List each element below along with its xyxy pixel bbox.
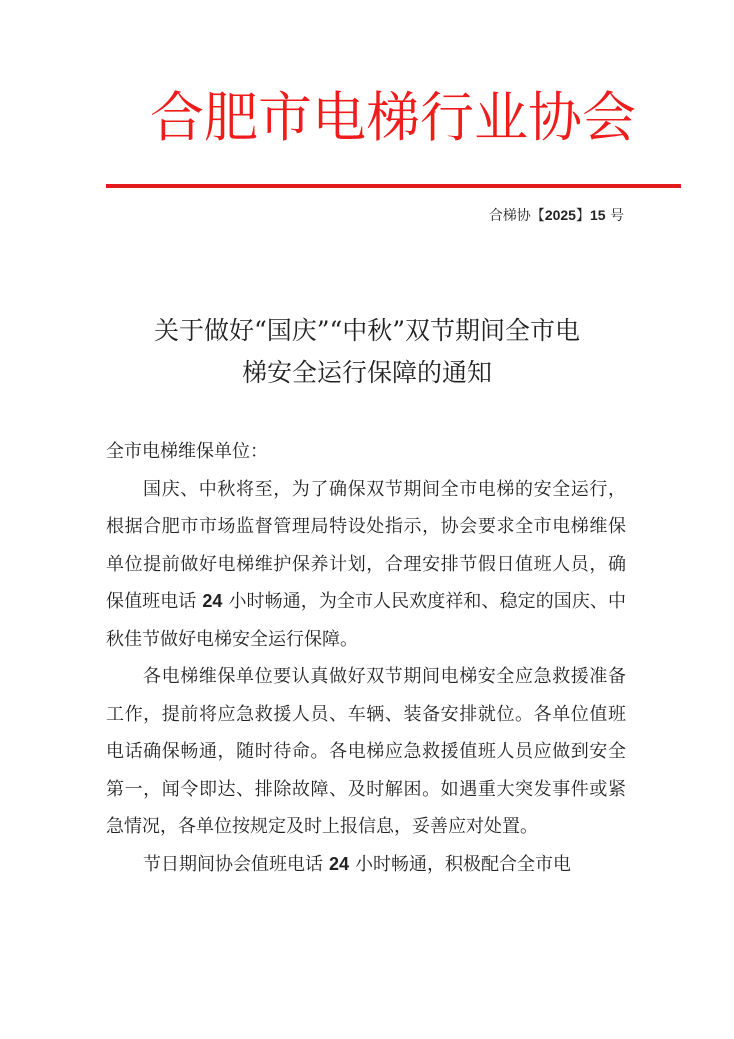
- notice-title-line-2: 梯安全运行保障的通知: [241, 358, 492, 387]
- doc-number-year: 2025: [544, 207, 576, 223]
- organization-header: 合肥市电梯行业协会: [150, 86, 636, 149]
- paragraph-1-part-2: 小时畅通，为全市人民欢度祥和、稳定的国庆、中秋佳节做好电梯安全运行保障。: [106, 591, 627, 650]
- doc-number-prefix: 合梯协【: [488, 208, 545, 224]
- paragraph-3-part-1: 节日期间协会值班电话: [143, 853, 323, 875]
- paragraph-2: 各电梯维保单位要认真做好双节期间电梯安全应急救援准备工作，提前将应急救援人员、车辆、装备安排就位。各单位值班电话确保畅通，随时待命。各电梯应急救援值班人员应做到安全第一，闻令即达、排除故障、及时解困。如遇重大突发事件或紧急情况，各单位按规定及时上报信息，妥善应对处置。: [106, 666, 626, 837]
- doc-number-mid: 】: [575, 208, 590, 224]
- red-divider-rule: [106, 184, 681, 188]
- doc-number-suffix: 号: [605, 208, 624, 224]
- paragraph-1: [106, 471, 626, 659]
- salutation: 全市电梯维保单位：: [106, 441, 268, 462]
- paragraph-3: [106, 846, 626, 884]
- document-number: [489, 204, 624, 227]
- paragraph-3-part-2: 小时畅通，积极配合全市电: [355, 853, 572, 875]
- doc-number-value: 15: [589, 207, 606, 223]
- paragraph-1-part-1: 国庆、中秋将至，为了确保双节期间全市电梯的安全运行，根据合肥市市场监督管理局特设处指示，协会要求全市电梯维保单位提前做好电梯维护保养计划，合理安排节假日值班人员，确保值班电话: [106, 478, 626, 612]
- notice-title-line-1: 关于做好“国庆”“中秋”双节期间全市电: [153, 316, 581, 345]
- paragraph-1-hours: 24: [202, 591, 223, 611]
- paragraph-3-hours: 24: [329, 853, 350, 874]
- notice-title: [100, 310, 634, 394]
- notice-body: [106, 433, 626, 883]
